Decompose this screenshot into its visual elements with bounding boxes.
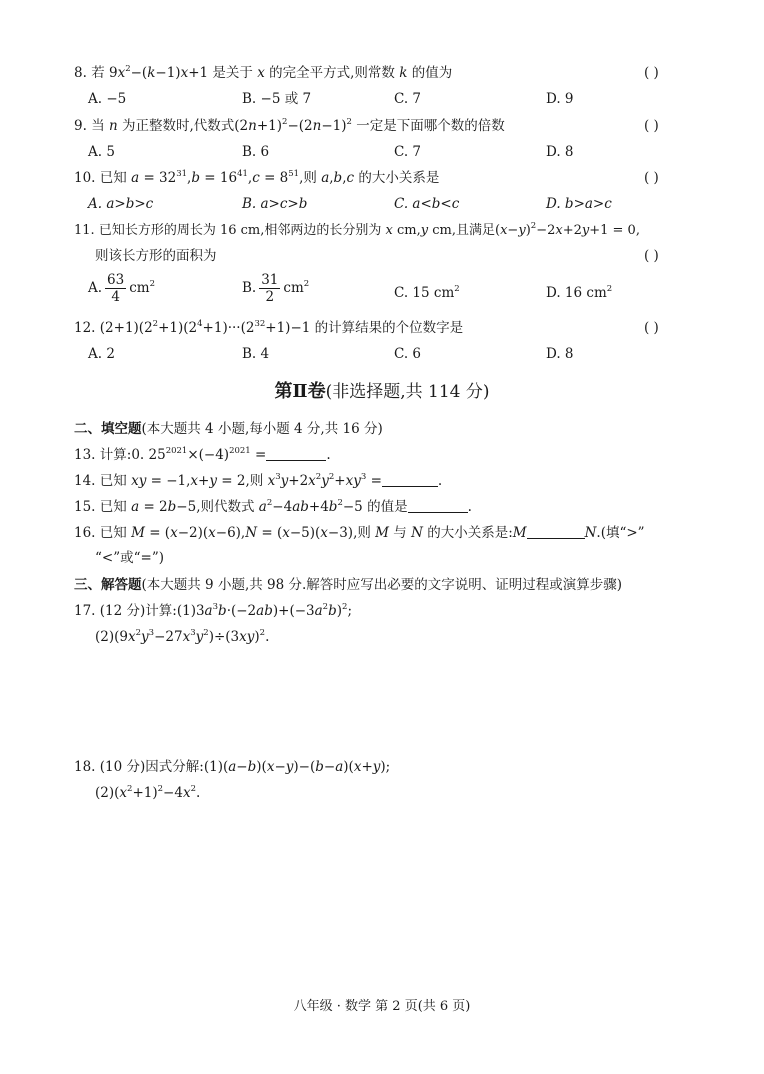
question-16: 16. 已知 M = (x−2)(x−6),N = (x−5)(x−3),则 M 与 N 的大小关系是:M N.(填“>” (74, 525, 645, 541)
answer-blank[interactable] (408, 499, 468, 513)
exponent: 41 (237, 169, 248, 179)
question-text: −5 的值是 (342, 499, 408, 515)
question-text: ) (254, 629, 260, 645)
question-text: −5)( (289, 525, 321, 541)
question-number: 15. (74, 499, 96, 515)
question-number: 13. (74, 447, 96, 463)
question-number: 11. (74, 223, 95, 238)
question-text: 一定是下面哪个数的倍数 (356, 118, 505, 134)
question-number: 12. (74, 320, 96, 336)
question-text: −4 (272, 499, 293, 515)
question-text: 已知 (99, 473, 127, 489)
question-text: . (467, 499, 472, 515)
question-text: −27 (154, 629, 183, 645)
question-text: −4 (163, 785, 183, 801)
question-number: 10. (74, 170, 96, 186)
question-11: 11. 已知长方形的周长为 16 cm,相邻两边的长分别为 x cm,y cm,且满足$(x-y)^2-2x+2y+1 = 0$, (74, 221, 640, 238)
denominator: 2 (265, 289, 275, 305)
option-b: B. −5 或 7 (242, 91, 312, 107)
question-text: ·(−2 (226, 603, 257, 619)
numerator: 63 (107, 272, 125, 288)
question-text: +1 = 0, (589, 223, 640, 238)
question-text: 的大小关系是 (358, 170, 440, 186)
question-text: ); (380, 759, 391, 775)
question-text: (12 分)计算:(1)3 (99, 603, 205, 619)
question-text: . (326, 447, 331, 463)
denominator: 4 (111, 289, 120, 305)
option-label: A. (88, 280, 103, 296)
numerator: 31 (261, 272, 279, 288)
question-10: 10. 已知 $a = 32^{31},b = 16^{41},c = 8^{51}$,则 a,b,c 的大小关系是 (74, 169, 440, 186)
question-text: )−( (293, 759, 316, 775)
question-text: = 32 (143, 170, 177, 186)
option-d: D. 16 $cm^2$ (546, 284, 613, 301)
question-17-part-2: $(2)(9x^2y^3-27x^3y^2)\div(3xy)^2$. (95, 628, 270, 645)
question-text: . (195, 785, 201, 801)
question-text: 与 (393, 525, 407, 541)
question-number: 17. (74, 603, 96, 619)
question-text: = 2 (143, 499, 168, 515)
unit: cm (283, 280, 304, 296)
question-text: )÷(3 (208, 629, 240, 645)
section-heading (74, 576, 622, 594)
question-text: 已知 (99, 170, 127, 186)
question-14: 14. 已知 xy = −1,x+y = 2,则 $x^3y+2x^2y^2+xy^3$ = . (74, 472, 443, 489)
fraction (259, 272, 280, 305)
question-text: −5,则代数式 (176, 499, 255, 515)
question-16-line-2: “<”或“=”) (95, 550, 164, 566)
question-text: ; (347, 603, 353, 619)
question-text: +1)···(2 (202, 320, 255, 336)
question-text: −( (130, 65, 148, 81)
option-d: D. 8 (546, 144, 574, 160)
question-text: 的完全平方式,则常数 (269, 65, 395, 81)
answer-blank[interactable] (382, 473, 438, 487)
question-text: . (265, 629, 270, 645)
option-c: C. 7 (394, 144, 422, 160)
question-text: 已知长方形的周长为 16 cm,相邻两边的长分别为 (98, 223, 382, 238)
section-heading-bold: 二、填空题 (74, 421, 142, 437)
section-heading-rest: (本大题共 4 小题,每小题 4 分,共 16 分) (141, 421, 383, 437)
question-text: )( (343, 759, 354, 775)
question-9: 9. 当 n 为正整数时,代数式$(2n+1)^2-(2n-1)^2$ 一定是下面哪个数的倍数 (74, 117, 505, 134)
answer-blank[interactable] (527, 525, 585, 539)
question-number: 18. (74, 759, 96, 775)
option-b: B. 4 (242, 346, 270, 362)
option-b: B. 6 (242, 144, 270, 160)
question-text: cm, (397, 223, 421, 238)
question-text: 若 9 (91, 65, 118, 81)
question-text: (10 分)因式分解:(1)( (99, 759, 229, 775)
question-text: 当 (91, 118, 105, 134)
option-a: A. 5 (88, 144, 115, 160)
question-text: +1)(2 (158, 320, 198, 336)
question-text: = ( (149, 525, 171, 541)
question-text: .(填“>” (596, 525, 645, 541)
question-text: +1)−1 的计算结果的个位数字是 (265, 320, 464, 336)
option-a: A. $\frac{63}{4}$ $cm^2$ (88, 272, 156, 305)
question-12: 12. $(2+1)(2^2+1)(2^4+1)\cdot\cdot\cdot(2^{32}+1)-1$ 的计算结果的个位数字是 (74, 319, 464, 336)
question-number: 16. (74, 525, 96, 541)
exponent: 31 (176, 169, 188, 179)
question-text: −2)( (177, 525, 209, 541)
answer-blank[interactable] (266, 447, 326, 461)
option-a: A. a>b>c (88, 196, 154, 212)
question-text: = 2,则 (221, 473, 264, 489)
question-text: (2+1)(2 (99, 320, 153, 336)
question-text: 的值为 (411, 65, 453, 81)
question-text: = 16 (204, 170, 238, 186)
question-number: 9. (74, 118, 87, 134)
question-text: )( (256, 759, 267, 775)
option-a: A. 2 (88, 346, 115, 362)
question-text: −(2 (287, 118, 313, 134)
part-title-rest: (非选择题,共 114 分) (325, 382, 490, 402)
question-text: (2)(9 (95, 629, 128, 645)
question-18: 18. (10 分)因式分解:(1)(a−b)(x−y)−(b−a)(x+y); (74, 759, 391, 775)
question-text: 计算:0. 25 (99, 447, 166, 463)
option-c: C. 6 (394, 346, 422, 362)
answer-bracket: ( ) (644, 170, 659, 186)
question-text: . (437, 473, 443, 489)
question-text: −1) (155, 65, 181, 81)
question-text: = (255, 447, 267, 463)
question-13: 13. 计算:0. $25^{2021}\times(-4)^{2021}$ = . (74, 446, 331, 463)
question-18-part-2: $(2)(x^2+1)^2-4x^2$. (95, 784, 201, 801)
question-text: ) (525, 223, 531, 238)
question-text: ×(−4) (187, 447, 230, 463)
question-17: 17. (12 分)计算$:(1)3a^3b\cdot(-2ab)+(-3a^2b)^2$; (74, 602, 353, 619)
question-text: ) (336, 603, 343, 619)
part-title-bold: 第Ⅱ卷 (274, 381, 326, 402)
question-text: +1) (132, 785, 158, 801)
question-text: 已知 (99, 525, 127, 541)
question-number: 8. (74, 65, 87, 81)
answer-bracket: ( ) (644, 248, 659, 264)
question-text: cm,且满足( (432, 223, 501, 238)
question-text: +1 是关于 (188, 65, 253, 81)
option-d: D. 8 (546, 346, 574, 362)
option-text: C. 15 cm (394, 285, 455, 301)
page-footer: 八年级 · 数学 第 2 页(共 6 页) (293, 999, 471, 1014)
question-text: = (370, 473, 382, 489)
option-c: C. 15 $cm^2$ (394, 284, 460, 301)
question-11-line-2: 则该长方形的面积为 (95, 248, 217, 264)
unit: cm (129, 280, 150, 296)
question-text: = 8 (264, 170, 289, 186)
section-heading-bold: 三、解答题 (74, 577, 142, 593)
question-text: +2 (562, 223, 582, 238)
question-text: 已知 (99, 499, 127, 515)
option-c: C. a<b<c (394, 196, 460, 212)
question-text: −1) (321, 118, 347, 134)
question-text: )+(−3 (272, 603, 315, 619)
question-number: 14. (74, 473, 96, 489)
answer-bracket: ( ) (644, 65, 659, 81)
exponent: 51 (288, 169, 300, 179)
question-text: +4 (308, 499, 329, 515)
question-15: 15. 已知 a = 2b−5,则代数式 $a^2-4ab+4b^2-5$ 的值是 . (74, 498, 472, 515)
question-text: = ( (261, 525, 283, 541)
question-8: 8. 若 $9x^2-(k-1)x+1$ 是关于 x 的完全平方式,则常数 k 的值为 (74, 64, 453, 81)
option-label: B. (242, 280, 257, 296)
part-title (0, 381, 764, 403)
answer-bracket: ( ) (644, 320, 659, 336)
question-text: = −1, (150, 473, 191, 489)
fraction (105, 272, 126, 305)
option-b: B. a>c>b (242, 196, 308, 212)
question-text: (2)( (95, 785, 120, 801)
option-d: D. b>a>c (546, 196, 612, 212)
section-heading-rest: (本大题共 9 小题,共 98 分.解答时应写出必要的文字说明、证明过程或演算步骤) (141, 577, 623, 593)
question-text: 为正整数时,代数式(2 (121, 118, 249, 134)
answer-bracket: ( ) (644, 118, 659, 134)
question-text: −2 (536, 223, 556, 238)
question-text: −3),则 (327, 525, 371, 541)
question-text: 的大小关系是: (427, 525, 513, 541)
question-text: ,则 (299, 170, 317, 186)
option-b: B. $\frac{31}{2}$ $cm^2$ (242, 272, 310, 305)
option-d: D. 9 (546, 91, 574, 107)
section-heading (74, 420, 383, 438)
question-text: −6), (215, 525, 246, 541)
question-text: +1) (256, 118, 283, 134)
option-a: A. −5 (88, 91, 127, 107)
option-c: C. 7 (394, 91, 422, 107)
option-text: D. 16 cm (546, 285, 607, 301)
